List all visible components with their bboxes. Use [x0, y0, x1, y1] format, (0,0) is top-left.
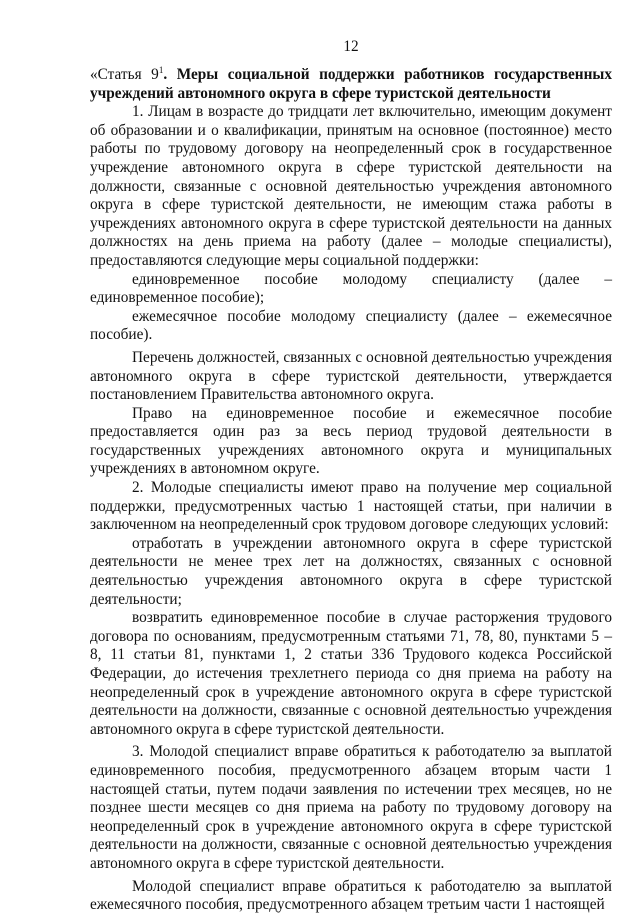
paragraph-5: Право на единовременное пособие и ежемесячное пособие предоставляется один раз за весь период трудовой деятельности в государственных учреждениях автономного округа и муниципальных учреждениях в автономном округе. [90, 404, 612, 478]
page-number: 12 [343, 38, 359, 55]
document-page [90, 0, 612, 915]
paragraph-3: ежемесячное пособие молодому специалисту (далее – ежемесячное пособие). [90, 307, 612, 344]
paragraph-9: 3. Молодой специалист вправе обратиться к работодателю за выплатой единовременного пособия, предусмотренного абзацем вторым части 1 настоящей статьи, путем подачи заявления по истечении трех месяцев, но не позднее шести месяцев со дня приема на работу по трудовому договору на неопределенный срок в учреждение автономного округа в сфере туристской деятельности на должности, связанные с основной деятельностью учреждения автономного округа в сфере туристской деятельности. [90, 743, 612, 872]
paragraph-7: отработать в учреждении автономного округа в сфере туристской деятельности не менее трех лет на должностях, связанных с основной деятельностью учреждения автономного округа в сфере туристской деятельности; [90, 534, 612, 608]
paragraph-6: 2. Молодые специалисты имеют право на получение мер социальной поддержки, предусмотренных частью 1 настоящей статьи, при наличии в заключенном на неопределенный срок трудовом договоре следующих условий: [90, 479, 612, 534]
paragraph-4: Перечень должностей, связанных с основной деятельностью учреждения автономного округа в сфере туристской деятельности, утверждается постановлением Правительства автономного округа. [90, 348, 612, 404]
article-title [90, 61, 612, 103]
article-superscript: 1 [158, 65, 164, 75]
paragraph-1: 1. Лицам в возрасте до тридцати лет включительно, имеющим документ об образовании и о квалификации, принятым на основное (постоянное) место работы по трудовому договору на неопределенный срок в государственное учреждение автономного округа в сфере туристской деятельности на должности, связанные с основной деятельностью учреждения автономного округа в сфере туристской деятельности, не имеющим стажа работы в учреждениях автономного округа в сфере туристской деятельности на данных должностях на день приема на работу (далее – молодые специалисты), предоставляются следующие меры социальной поддержки: [90, 103, 612, 269]
paragraph-2: единовременное пособие молодому специалисту (далее – единовременное пособие); [90, 270, 612, 307]
paragraph-10: Молодой специалист вправе обратиться к работодателю за выплатой ежемесячного пособия, предусмотренного абзацем третьим части 1 настоящей [90, 877, 612, 914]
paragraph-8: возвратить единовременное пособие в случае расторжения трудового договора по основаниям, предусмотренным статьями 71, 78, 80, пунктами 5 – 8, 11 статьи 81, пунктами 1, 2 статьи 336 Трудового кодекса Российской Федерации, до истечения трехлетнего периода со дня приема на работу на неопределенный срок в учреждение автономного округа в сфере туристской деятельности на должности, связанные с основной деятельностью учреждения автономного округа в сфере туристской деятельности. [90, 609, 612, 738]
article-open: «Статья 9 [90, 66, 159, 83]
article-title-text: . Меры социальной поддержки работников государственных учреждений автономного округа в сфере туристской деятельности [90, 66, 613, 102]
